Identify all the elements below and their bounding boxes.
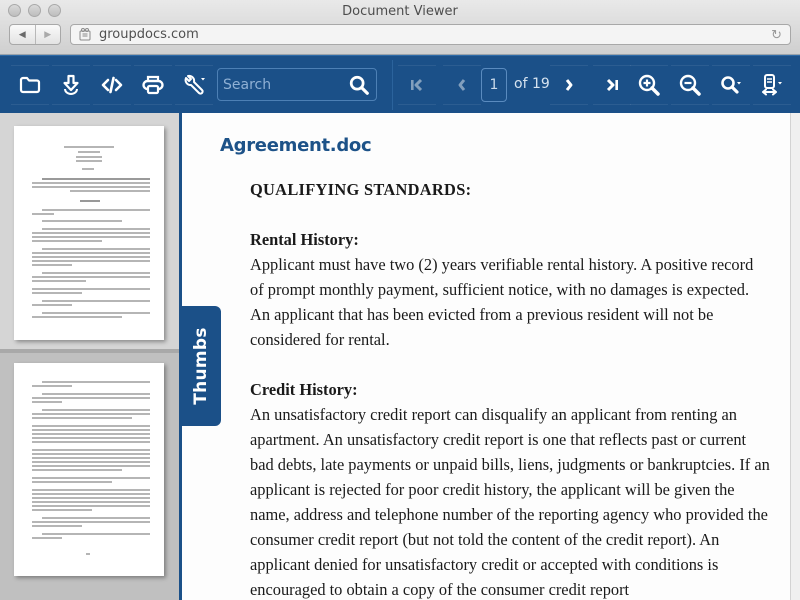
- thumbs-tab-label: Thumbs: [191, 327, 212, 405]
- open-file-button[interactable]: [11, 65, 49, 105]
- browser-nav-buttons: [9, 24, 61, 45]
- next-page-button[interactable]: [550, 65, 588, 105]
- print-button[interactable]: [134, 65, 172, 105]
- thumbs-toggle-tab[interactable]: [181, 306, 221, 426]
- thumbnail-page-1[interactable]: [0, 113, 179, 349]
- page-count-label: of 19: [514, 76, 550, 92]
- document-main-heading: QUALIFYING STANDARDS:: [250, 180, 472, 199]
- window-title: Document Viewer: [342, 4, 458, 19]
- search-icon[interactable]: [348, 74, 370, 96]
- pagination-group-left: [398, 62, 484, 108]
- document-viewport[interactable]: [182, 113, 790, 600]
- url-text: groupdocs.com: [99, 27, 199, 42]
- document-page: [250, 177, 770, 600]
- thumbnail-image: [14, 126, 164, 340]
- back-arrow-icon: ◀: [18, 29, 26, 39]
- download-icon: [59, 73, 83, 97]
- browser-chrome: [0, 0, 800, 55]
- download-button[interactable]: [52, 65, 90, 105]
- forward-button[interactable]: [35, 25, 61, 44]
- section-body-rental: Applicant must have two (2) years verifiable rental history. A positive record of prompt monthly payment, sufficient notice, with no damages is expected. An applicant that has been evicted from a previous resident will not be considered for rental.: [250, 255, 754, 349]
- zoom-options-dropdown[interactable]: [712, 65, 750, 105]
- fit-width-icon: [760, 73, 784, 97]
- code-icon: [100, 73, 124, 97]
- thumbnail-page-2[interactable]: [0, 353, 179, 600]
- zoom-in-button[interactable]: [630, 65, 668, 105]
- zoom-dropdown-icon: [719, 73, 743, 97]
- file-actions-group: [11, 62, 216, 108]
- zoom-out-icon: [678, 73, 702, 97]
- search-input[interactable]: [218, 77, 343, 93]
- fit-width-dropdown[interactable]: [753, 65, 791, 105]
- previous-page-button[interactable]: [443, 65, 481, 105]
- thumbnails-pane[interactable]: [0, 113, 179, 600]
- chevron-left-icon: [450, 73, 474, 97]
- tools-dropdown-button[interactable]: [175, 65, 213, 105]
- section-heading-rental: Rental History:: [250, 230, 359, 249]
- address-bar[interactable]: [70, 24, 791, 45]
- last-page-button[interactable]: [593, 65, 631, 105]
- embed-code-button[interactable]: [93, 65, 131, 105]
- first-page-button[interactable]: [398, 65, 436, 105]
- document-scrollbar[interactable]: [790, 113, 800, 600]
- reload-icon[interactable]: ↻: [771, 27, 782, 42]
- viewer-toolbar: [0, 55, 800, 113]
- print-icon: [141, 73, 165, 97]
- forward-arrow-icon: ▶: [44, 29, 52, 39]
- page-number-input[interactable]: 1: [481, 68, 507, 102]
- section-body-credit: An unsatisfactory credit report can disqualify an applicant from renting an apartment. An unsatisfactory credit report is one that reflects past or current bad debts, late payments or unpaid bills, liens, judgments or bankruptcies. If an applicant is rejected for poor credit history, the applicant will be given the name, address and telephone number of the reporting agency who provided the consumer credit report (but not told the content of the credit report). An applicant denied for unsatisfactory credit or accepted with conditions is encouraged to obtain a copy of the consumer credit report: [250, 405, 770, 599]
- toolbar-separator: [392, 60, 393, 110]
- pagination-group-right: [550, 62, 634, 108]
- zoom-in-icon: [637, 73, 661, 97]
- search-box: [217, 68, 377, 101]
- document-title: Agreement.doc: [220, 135, 372, 156]
- chevron-right-icon: [557, 73, 581, 97]
- thumbnail-image: [14, 363, 164, 576]
- section-heading-credit: Credit History:: [250, 380, 358, 399]
- last-page-icon: [600, 73, 624, 97]
- wrench-icon: [182, 73, 206, 97]
- zoom-out-button[interactable]: [671, 65, 709, 105]
- site-favicon-icon: [79, 28, 91, 41]
- back-button[interactable]: [10, 25, 35, 44]
- first-page-icon: [405, 73, 429, 97]
- folder-icon: [18, 73, 42, 97]
- zoom-group: [630, 62, 794, 108]
